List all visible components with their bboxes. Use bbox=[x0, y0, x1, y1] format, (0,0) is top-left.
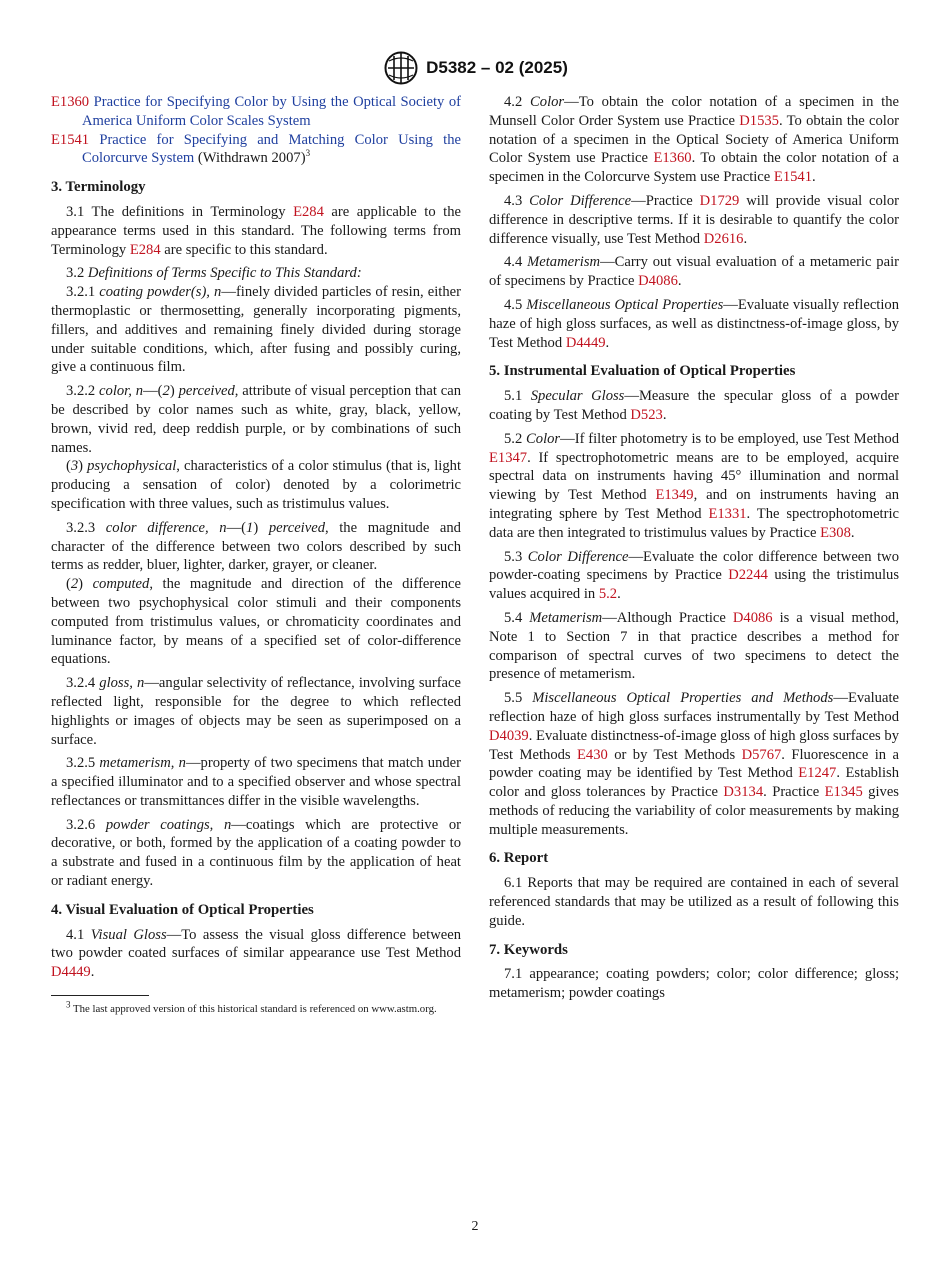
ref-link-d4039[interactable]: D4039 bbox=[489, 727, 529, 744]
ref-link-d4449[interactable]: D4449 bbox=[51, 964, 91, 981]
paragraph-5-4: 5.4 Metamerism—Although Practice D4086 is a visual method, Note 1 to Section 7 in that practice describes a method for comparison of spectral curves of two specimens to detect the presence of metamerism. bbox=[489, 609, 899, 683]
ref-link-d1535[interactable]: D1535 bbox=[739, 112, 779, 129]
ref-withdrawn-note: (Withdrawn 2007) bbox=[194, 150, 306, 167]
paragraph-4-2: 4.2 Color—To obtain the color notation of a specimen in the Munsell Color Order System use Practice D1535. To obtain the color notation of a specimen in the Optical Society of America Uniform Color System use Practice E1360. To obtain the color notation of a specimen in the Colorcurve System use Practice E1541. bbox=[489, 94, 900, 186]
paragraph-4-3: 4.3 Color Difference—Practice D1729 will provide visual color difference in descriptive terms. If it is desirable to quantify the color difference visually, use Test Method D2616. bbox=[489, 192, 899, 247]
paragraph-5-3: 5.3 Color Difference—Evaluate the color difference between two powder-coating specimens by Practice D2244 using the tristimulus values acquired in 5.2. bbox=[489, 548, 900, 603]
paragraph-4-5: 4.5 Miscellaneous Optical Properties—Evaluate visually reflection haze of high gloss surfaces, as well as distinctness-of-image gloss, by Test Method D4449. bbox=[489, 296, 899, 351]
paragraph-6-1: 6.1 Reports that may be required are contained in each of several referenced standards that may be utilized as a result of following this guide. bbox=[489, 875, 899, 929]
ref-link-d4086[interactable]: D4086 bbox=[638, 273, 678, 290]
ref-link-d1729[interactable]: D1729 bbox=[699, 192, 740, 209]
paragraph-3-2: 3.2 Definitions of Terms Specific to This Standard: bbox=[66, 265, 362, 282]
reference-entry-e1541 bbox=[51, 131, 461, 169]
page-number: 2 bbox=[471, 1219, 479, 1234]
paragraph-3-2-6: 3.2.6 powder coatings, n—coatings which are protective or decorative, or both, formed by the application of a coating powder to a substrate and fused in a continuous film by the application of heat or radiant energy. bbox=[51, 816, 461, 890]
astm-logo-icon bbox=[382, 50, 420, 86]
ref-link-e1345[interactable]: E1345 bbox=[824, 784, 863, 801]
paragraph-5-5: 5.5 Miscellaneous Optical Properties and Methods—Evaluate reflection haze of high gloss surfaces instrumentally by Test Method D4039. Evaluate distinctness-of-image gloss of high gloss surfaces by Test Methods E430 or by Test Methods D5767. Fluorescence in a powder coating may be identified by Test Method E1247. Establish color and gloss tolerances by Practice D3134. Practice E1345 gives methods of reducing the variability of color measurements by making multiple measurements. bbox=[489, 690, 899, 838]
left-column bbox=[51, 93, 461, 1017]
ref-link-e1331[interactable]: E1331 bbox=[708, 505, 747, 522]
right-column bbox=[489, 93, 899, 1008]
paragraph-3-1: 3.1 The definitions in Terminology E284 are applicable to the appearance terms used in this standard. The following terms from Terminology E284 are specific to this standard. bbox=[51, 203, 461, 258]
paragraph-3-2-1: 3.2.1 coating powder(s), n—finely divided particles of resin, either thermoplastic or thermosetting, generally incorporating pigments, fillers, and additives and remaining finely divided during storage under suitable conditions, which, after fusing and possibly curing, give a continuous film. bbox=[51, 284, 461, 376]
section-heading-terminology: 3. Terminology bbox=[51, 179, 146, 196]
section-heading-keywords: 7. Keywords bbox=[489, 941, 568, 958]
ref-link-section-5-2[interactable]: 5.2 bbox=[598, 586, 618, 603]
ref-link-e1347[interactable]: E1347 bbox=[489, 449, 528, 466]
section-heading-report: 6. Report bbox=[489, 850, 549, 867]
ref-link-d4449[interactable]: D4449 bbox=[565, 334, 606, 351]
section-heading-instrumental-evaluation: 5. Instrumental Evaluation of Optical Properties bbox=[489, 363, 796, 380]
ref-title-e1360[interactable]: Practice for Specifying Color by Using the Optical Society of America Uniform Color Scales System bbox=[82, 94, 461, 129]
paragraph-3-2-3: 3.2.3 color difference, n—(1) perceived, the magnitude and character of the difference between two colors described by such terms as redder, bluer, lighter, darker, grayer, or cleaner. bbox=[51, 519, 461, 574]
standard-designation: D5382 – 02 (2025) bbox=[426, 58, 568, 77]
ref-link-e430[interactable]: E430 bbox=[577, 746, 608, 763]
paragraph-3-2-2-b: (3) psychophysical, characteristics of a color stimulus (that is, light producing a sensation of color) denoted by a colorimetric specification with three values, such as tristimulus values. bbox=[51, 458, 462, 512]
paragraph-3-2-2: 3.2.2 color, n—(2) perceived, attribute of visual perception that can be described by color names such as white, gray, black, yellow, brown, vivid red, deep reddish purple, or by combinations of such names. bbox=[51, 383, 461, 456]
ref-link-e1541[interactable]: E1541 bbox=[773, 169, 813, 186]
ref-link-d4086[interactable]: D4086 bbox=[732, 609, 773, 626]
paragraph-5-2: 5.2 Color—If filter photometry is to be employed, use Test Method E1347. If spectrophotometric means are to be employed, acquire spectral data on instruments having 45° illumination and normal viewing by Test Method E1349, and on instruments having an integrating sphere by Test Method E1331. The spectrophotometric data are then integrated to tristimulus values by Practice E308. bbox=[489, 430, 899, 541]
ref-link-d5767[interactable]: D5767 bbox=[741, 746, 782, 763]
ref-link-d523[interactable]: D523 bbox=[630, 406, 663, 423]
ref-link-e1360[interactable]: E1360 bbox=[51, 94, 90, 110]
paragraph-4-1: 4.1 Visual Gloss—To assess the visual gloss difference between two powder coated surfaces of similar appearance use Test Method D4449. bbox=[51, 926, 461, 981]
footnote-divider bbox=[51, 995, 149, 996]
ref-link-e1247[interactable]: E1247 bbox=[798, 765, 837, 782]
footnote-mark[interactable]: 3 bbox=[305, 148, 311, 159]
footnote-3: $^3$ The last approved version of this historical standard is referenced on www.astm.org. bbox=[66, 999, 437, 1016]
ref-link-d3134[interactable]: D3134 bbox=[723, 784, 764, 801]
page-header bbox=[0, 50, 950, 86]
paragraph-3-2-4: 3.2.4 gloss, n—angular selectivity of reflectance, involving surface reflected light, responsible for the degree to which reflected highlights or images of objects may be seen as superimposed on a surface. bbox=[51, 675, 461, 748]
reference-entry-e1360 bbox=[51, 93, 461, 131]
ref-link-e308[interactable]: E308 bbox=[820, 524, 851, 541]
ref-title-e1541[interactable]: Practice for Specifying and Matching Color Using the Colorcurve System bbox=[82, 131, 461, 167]
ref-link-e1360[interactable]: E1360 bbox=[653, 150, 692, 167]
paragraph-3-2-3-b: (2) computed, the magnitude and direction of the difference between two psychophysical color stimuli and their components computed from tristimulus values, or chromaticity coordinates and luminance factor, by means of a specified set of color-difference equations. bbox=[51, 576, 461, 668]
ref-link-e284[interactable]: E284 bbox=[129, 241, 161, 258]
paragraph-4-4: 4.4 Metamerism—Carry out visual evaluation of a metameric pair of specimens by Practice D4086. bbox=[489, 254, 900, 290]
ref-link-e284[interactable]: E284 bbox=[293, 203, 324, 220]
section-heading-visual-evaluation: 4. Visual Evaluation of Optical Properties bbox=[51, 901, 314, 918]
paragraph-5-1: 5.1 Specular Gloss—Measure the specular gloss of a powder coating by Test Method D523. bbox=[489, 388, 899, 423]
ref-link-e1541[interactable]: E1541 bbox=[51, 131, 90, 148]
ref-link-e1349[interactable]: E1349 bbox=[655, 487, 694, 504]
paragraph-7-1: 7.1 appearance; coating powders; color; color difference; gloss; metamerism; powder coatings bbox=[489, 966, 899, 1002]
ref-link-d2616[interactable]: D2616 bbox=[703, 230, 744, 247]
paragraph-3-2-5: 3.2.5 metamerism, n—property of two specimens that match under a specified illuminator and to a specified observer and whose spectral reflectances or transmittances differ in the visible wavelengths. bbox=[51, 755, 461, 809]
ref-link-d2244[interactable]: D2244 bbox=[728, 567, 768, 584]
